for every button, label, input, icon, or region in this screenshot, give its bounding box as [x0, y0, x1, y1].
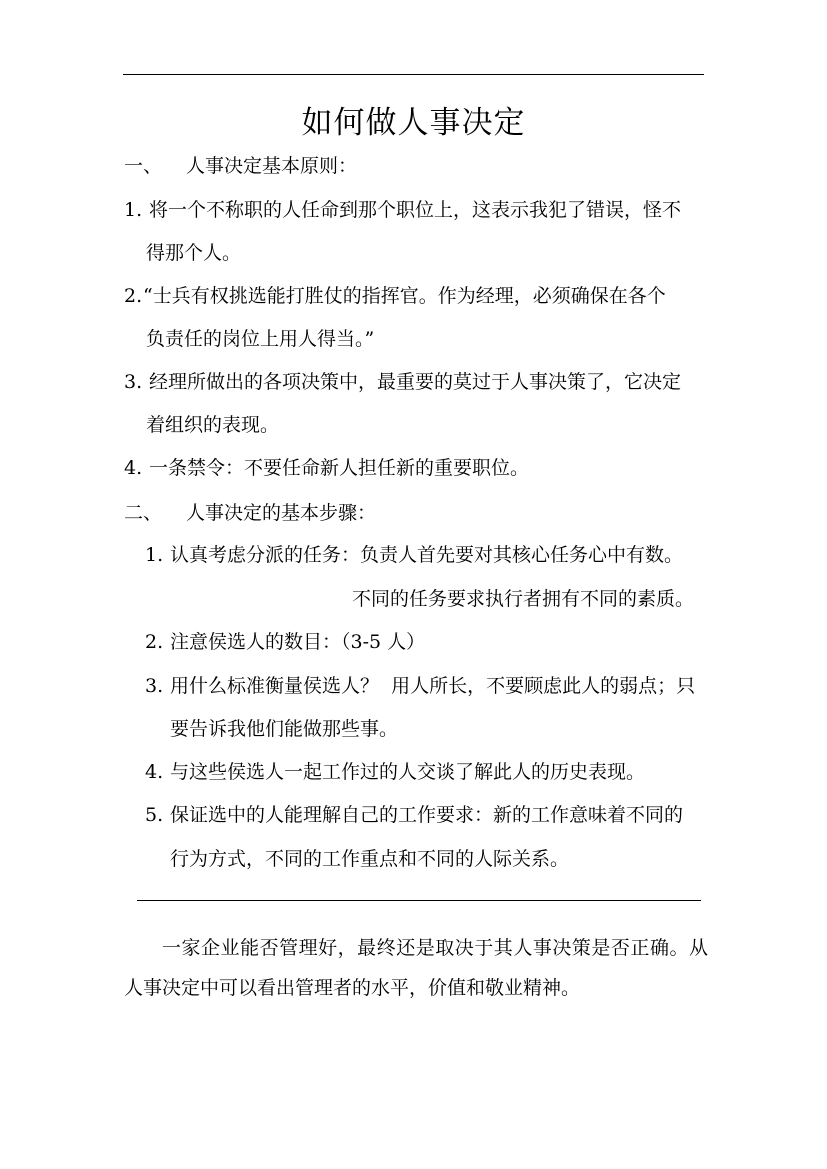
step-number: 3. [145, 675, 164, 697]
step-text-cont: 行为方式，不同的工作重点和不同的人际关系。 [170, 848, 570, 870]
principle-text: 经理所做出的各项决策中，最重要的莫过于人事决策了，它决定 [149, 371, 682, 393]
step-number: 1. [145, 544, 164, 566]
step-text: 用什么标准衡量侯选人？ 用人所长，不要顾虑此人的弱点；只 [170, 675, 696, 697]
principle-text-cont: 得那个人。 [146, 242, 242, 264]
step-text-cont: 要告诉我他们能做那些事。 [170, 718, 399, 740]
step-text: 保证选中的人能理解自己的工作要求：新的工作意味着不同的 [170, 804, 684, 826]
divider-rule [137, 900, 701, 901]
page-title: 如何做人事决定 [301, 105, 526, 141]
section1-heading: 人事决定基本原则： [186, 155, 358, 177]
section1-number: 一、 [124, 155, 163, 177]
step-number: 2. [145, 631, 164, 653]
conclusion-paragraph: 一家企业能否管理好，最终还是取决于其人事决策是否正确。从人事决定中可以看出管理者的水平，价值和敬业精神。 [124, 937, 708, 999]
step-text-cont: 不同的任务要求执行者拥有不同的素质。 [351, 588, 694, 610]
principle-text-cont: 负责任的岗位上用人得当。” [146, 328, 375, 350]
step-number: 5. [145, 804, 164, 826]
principle-number: 4. [124, 457, 143, 479]
principle-number: 1. [124, 199, 143, 221]
step-text: 认真考虑分派的任务：负责人首先要对其核心任务心中有数。 [170, 544, 684, 566]
step-text: 注意侯选人的数目：（3-5 人） [170, 631, 426, 653]
section2-number: 二、 [124, 502, 163, 524]
principle-number: 2. [124, 285, 143, 307]
principle-text-cont: 着组织的表现。 [146, 414, 280, 436]
principle-text: “士兵有权挑选能打胜仗的指挥官。作为经理，必须确保在各个 [143, 285, 666, 307]
step-text: 与这些侯选人一起工作过的人交谈了解此人的历史表现。 [170, 761, 646, 783]
top-rule [123, 74, 704, 75]
step-number: 4. [145, 761, 164, 783]
principle-text: 将一个不称职的人任命到那个职位上，这表示我犯了错误，怪不 [149, 199, 682, 221]
principle-text: 一条禁令：不要任命新人担任新的重要职位。 [149, 457, 530, 479]
principle-number: 3. [124, 371, 143, 393]
section2-heading: 人事决定的基本步骤： [186, 502, 377, 524]
